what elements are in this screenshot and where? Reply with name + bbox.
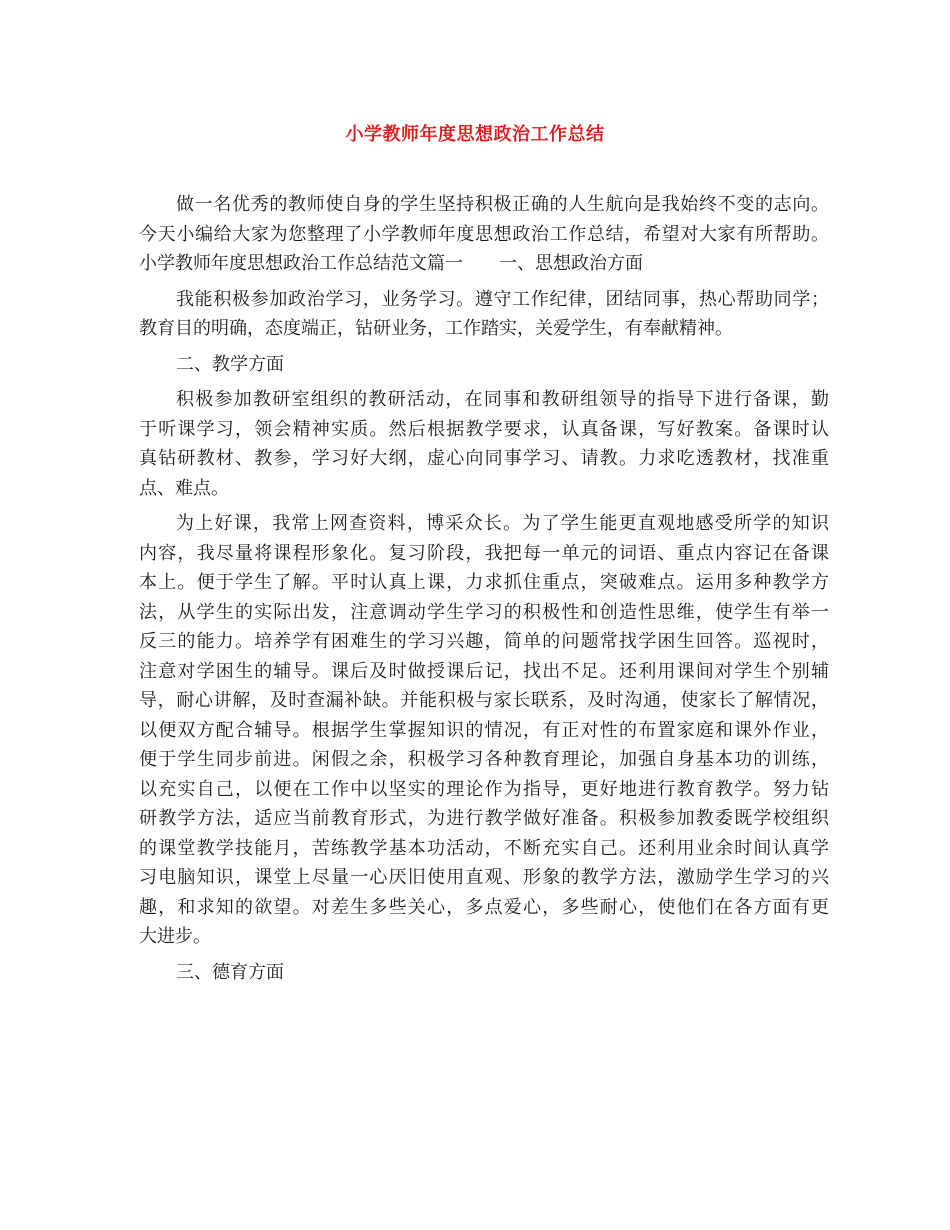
text-line: 研教学方法，适应当前教育形式，为进行教学做好准备。积极参加教委既学校组织 [139, 808, 829, 829]
text-line: 以充实自己，以便在工作中以坚实的理论作为指导，更好地进行教育教学。努力钻 [139, 778, 829, 800]
text-line: 三、德育方面 [176, 961, 284, 983]
text-line: 我能积极参加政治学习，业务学习。遵守工作纪律，团结同事，热心帮助同学； [176, 288, 829, 310]
text-line: 内容，我尽量将课程形象化。复习阶段，我把每一单元的词语、重点内容记在备课 [139, 542, 829, 564]
text-line: 点、难点。 [139, 477, 229, 499]
text-line: 于听课学习，领会精神实质。然后根据教学要求，认真备课，写好教案。备课时认 [139, 418, 829, 440]
text-line: 法，从学生的实际出发，注意调动学生学习的积极性和创造性思维，使学生有举一 [139, 601, 829, 623]
text-line: 小学教师年度思想政治工作总结范文篇一 一、思想政治方面 [139, 253, 643, 274]
text-line: 便于学生同步前进。闲假之余，积极学习各种教育理论，加强自身基本功的训练， [139, 749, 829, 770]
document-title: 小学教师年度思想政治工作总结 [345, 124, 605, 145]
text-line: 为上好课，我常上网查资料，博采众长。为了学生能更直观地感受所学的知识 [176, 513, 829, 534]
text-line: 的课堂教学技能月，苦练教学基本功活动，不断充实自己。还利用业余时间认真学 [139, 837, 829, 859]
text-line: 导，耐心讲解，及时查漏补缺。并能积极与家长联系，及时沟通，使家长了解情况， [139, 690, 829, 711]
text-line: 以便双方配合辅导。根据学生掌握知识的情况，有正对性的布置家庭和课外作业， [139, 719, 829, 741]
text-line: 二、教学方面 [176, 353, 284, 375]
text-line: 习电脑知识，课堂上尽量一心厌旧使用直观、形象的教学方法，激励学生学习的兴 [139, 867, 829, 888]
text-line: 本上。便于学生了解。平时认真上课，力求抓住重点，突破难点。运用多种教学方 [139, 572, 829, 593]
text-line: 大进步。 [139, 926, 211, 947]
text-line: 注意对学困生的辅导。课后及时做授课后记，找出不足。还利用课间对学生个别辅 [139, 660, 829, 682]
text-line: 积极参加教研室组织的教研活动，在同事和教研组领导的指导下进行备课，勤 [176, 389, 829, 410]
document-body [139, 190, 829, 987]
text-line: 做一名优秀的教师使自身的学生坚持积极正确的人生航向是我始终不变的志向。 [176, 194, 829, 215]
text-line: 反三的能力。培养学有困难生的学习兴趣，简单的问题常找学困生回答。巡视时， [139, 631, 829, 652]
text-line: 教育目的明确，态度端正，钻研业务，工作踏实，关爱学生，有奉献精神。 [139, 318, 733, 339]
text-line: 真钻研教材、教参，学习好大纲，虚心向同事学习、请教。力求吃透教材，找准重 [139, 448, 829, 469]
text-line: 今天小编给大家为您整理了小学教师年度思想政治工作总结，希望对大家有所帮助。 [139, 223, 829, 245]
text-line: 趣，和求知的欲望。对差生多些关心，多点爱心，多些耐心，使他们在各方面有更 [139, 896, 829, 918]
